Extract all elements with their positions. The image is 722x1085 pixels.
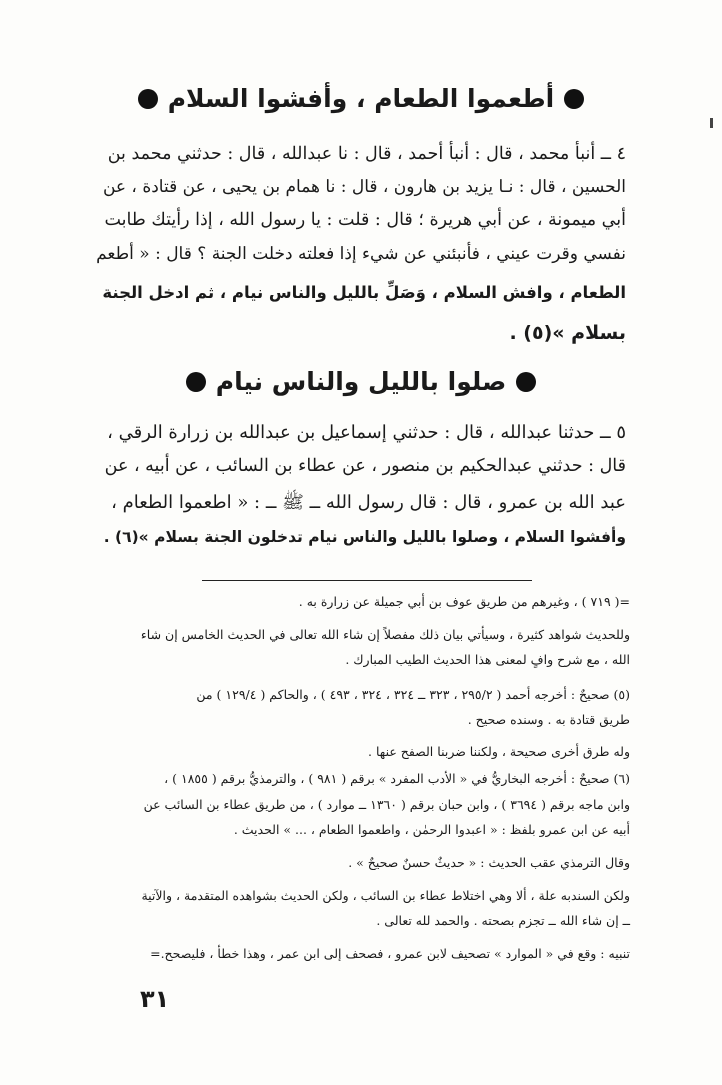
- hadith5-line-2: قال : حدثني عبدالحكيم بن منصور ، عن عطاء بن السائب ، عن أبيه ، عن: [104, 456, 626, 476]
- footnote-line: وله طرق أخرى صحيحة ، ولكننا ضربنا الصفح عنها .: [368, 744, 630, 759]
- hadith4-line-2: الحسين ، قال : نـا يزيد بن هارون ، قال : نا همام بن يحيى ، عن قتادة ، عن: [102, 177, 626, 197]
- footnote-line: وللحديث شواهد كثيرة ، وسيأتي بيان ذلك مفصلاً إن شاء الله تعالى في الحديث الخامس إن شاء: [140, 627, 630, 642]
- hadith4-line-1: ٤ ــ أنبأ محمد ، قال : أنبأ أحمد ، قال : نا عبدالله ، قال : حدثني محمد بن: [107, 144, 626, 164]
- hadith5-line-1: ٥ ــ حدثنا عبدالله ، قال : حدثني إسماعيل بن عبدالله بن زرارة الرقي ،: [107, 422, 626, 443]
- footnote-line: طريق قتادة به . وسنده صحيح .: [467, 712, 630, 727]
- hadith5-line-3: عبد الله بن عمرو ، قال : قال رسول الله ــ ﷺ ــ : « اطعموا الطعام ،: [111, 492, 626, 513]
- section-heading-1: [0, 84, 722, 113]
- bullet-icon: [186, 372, 206, 392]
- footnote-divider: [202, 580, 532, 581]
- footnote-line: تنبيه : وقع في « الموارد » تصحيف لابن عمرو ، فصحف إلى ابن عمر ، وهذا خطأ ، فليصحح.=: [150, 946, 630, 961]
- hadith4-line-6: بسلام »(٥) .: [509, 322, 626, 344]
- footnote-line: (٥) صحيحٌ : أخرجه أحمد ( ٢٩٥/٢ ، ٣٢٣ ــ ٣٢٤ ، ٣٢٤ ، ٤٩٣ ) ، والحاكم ( ١٢٩/٤ ) من: [196, 687, 630, 702]
- section-heading-2: [0, 367, 722, 396]
- page-number: ٣١: [140, 985, 170, 1013]
- footnote-line: ــ إن شاء الله ــ تجزم بصحته . والحمد لله تعالى .: [376, 913, 630, 928]
- heading-text: أطعموا الطعام ، وأفشوا السلام: [167, 84, 555, 113]
- footnote-line: (٦) صحيحٌ : أخرجه البخاريُّ في « الأدب المفرد » برقم ( ٩٨١ ) ، والترمذيُّ برقم ( ١٨٥٥ ) ،: [164, 771, 630, 786]
- footnote-line: الله ، مع شرح وافٍ لمعنى هذا الحديث الطيب المبارك .: [345, 652, 630, 667]
- bullet-icon: [138, 89, 158, 109]
- hadith4-line-4: نفسي وقرت عيني ، فأنبئني عن شيء إذا فعلته دخلت الجنة ؟ قال : « أطعم: [96, 244, 626, 264]
- footnote-line: ولكن السندبه علة ، ألا وهي اختلاط عطاء بن السائب ، ولكن الحديث بشواهده المتقدمة ، والآتية: [141, 888, 630, 903]
- hadith4-line-5: الطعام ، وافش السلام ، وَصَلِّ بالليل والناس نيام ، ثم ادخل الجنة: [102, 283, 626, 302]
- footnote-line: =( ٧١٩ ) ، وغيرهم من طريق عوف بن أبي جميلة عن زرارة به .: [298, 594, 630, 609]
- heading-text: صلوا بالليل والناس نيام: [215, 367, 507, 396]
- bullet-icon: [564, 89, 584, 109]
- bullet-icon: [516, 372, 536, 392]
- footnote-line: وقال الترمذي عقب الحديث : « حديثٌ حسنٌ صحيحٌ » .: [348, 855, 630, 870]
- hadith5-line-4: وأفشوا السلام ، وصلوا بالليل والناس نيام تدخلون الجنة بسلام »(٦) .: [103, 528, 626, 546]
- hadith4-line-3: أبي ميمونة ، عن أبي هريرة ؛ قال : قلت : يا رسول الله ، إذا رأيتك طابت: [104, 210, 626, 230]
- footnote-line: أبيه عن ابن عمرو بلفظ : « اعبدوا الرحمٰن ، واطعموا الطعام ، ... » الحديث .: [233, 822, 630, 837]
- edge-mark: [710, 118, 713, 128]
- footnote-line: وابن ماجه برقم ( ٣٦٩٤ ) ، وابن حبان برقم ( ١٣٦٠ ــ موارد ) ، من طريق عطاء بن السائب عن: [143, 797, 630, 812]
